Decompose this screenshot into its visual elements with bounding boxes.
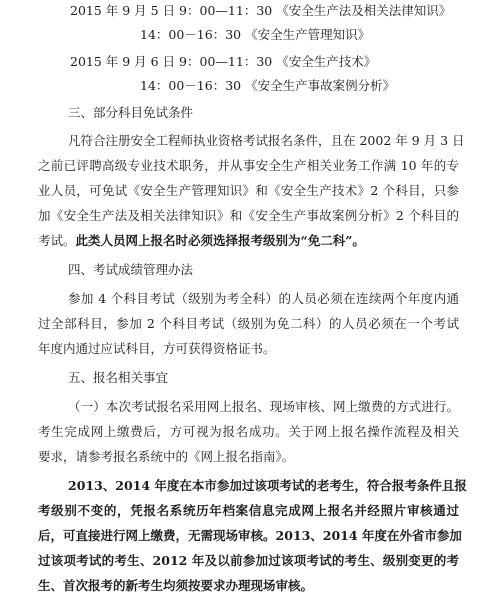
section3-line-2: 之前已评聘高级专业技术职务，并从事安全生产相关业务工作满 10 年的专 xyxy=(38,158,459,173)
schedule-line-3: 2015 年 9 月 6 日 9：00—11：30 《安全生产技术》 xyxy=(70,54,377,69)
section3-last-bold: 此类人员网上报名时必须选择报考级别为“免二科”。 xyxy=(75,233,365,248)
schedule-line-2: 14：00－16：30 《安全生产管理知识》 xyxy=(140,27,371,42)
schedule-line-1: 2015 年 9 月 5 日 9：00—11：30 《安全生产法及相关法律知识》 xyxy=(70,3,452,18)
section5-bold-line-1: 2013、2014 年度在本市参加过该项考试的老考生，符合报考条件且报 xyxy=(68,478,467,493)
section3-line-1: 凡符合注册安全工程师执业资格考试报名条件，且在 2002 年 9 月 3 日 xyxy=(68,133,465,148)
section3-line-4: 加《安全生产法及相关法律知识》和《安全生产事故案例分析》2 个科目的 xyxy=(38,208,459,223)
section5-bold-line-5: 生、首次报考的新考生均须按要求办理现场审核。 xyxy=(38,578,314,593)
section3-line-5 xyxy=(38,233,365,249)
section3-line-3: 业人员，可免试《安全生产管理知识》和《安全生产技术》2 个科目，只参 xyxy=(38,183,459,198)
schedule-line-4: 14：00－16：30 《安全生产事故案例分析》 xyxy=(140,78,396,93)
section5-bold-line-3: 后，可直接进行网上缴费，无需现场审核。2013、2014 年度在外省市参加 xyxy=(38,528,462,543)
section3-last-plain: 考试。 xyxy=(38,233,76,248)
section4-line-2: 过全部科目，参加 2 个科目考试（级别为免二科）的人员必须在一个考试 xyxy=(38,316,459,331)
section5-line-2: 考生完成网上缴费后，方可视为报名成功。关于网上报名操作流程及相关 xyxy=(38,424,459,439)
section5-line-1: （一）本次考试报名采用网上报名、现场审核、网上缴费的方式进行。 xyxy=(68,399,459,414)
section5-heading: 五、报名相关事宜 xyxy=(68,370,169,385)
section4-heading: 四、考试成绩管理办法 xyxy=(68,262,194,277)
section5-line-3: 要求，请参考报名系统中的《网上报名指南》。 xyxy=(38,449,295,464)
section3-heading: 三、部分科目免试条件 xyxy=(68,105,194,120)
section4-line-3: 年度内通过应试科目，方可获得资格证书。 xyxy=(38,341,276,356)
section4-line-1: 参加 4 个科目考试（级别为考全科）的人员必须在连续两个年度内通 xyxy=(68,291,459,306)
section5-bold-line-2: 考级别不变的，凭报名系统历年档案信息完成网上报名并经照片审核通过 xyxy=(38,503,459,518)
section5-bold-line-4: 过该项考试的考生、2012 年及以前参加过该项考试的考生、级别变更的考 xyxy=(38,553,459,568)
